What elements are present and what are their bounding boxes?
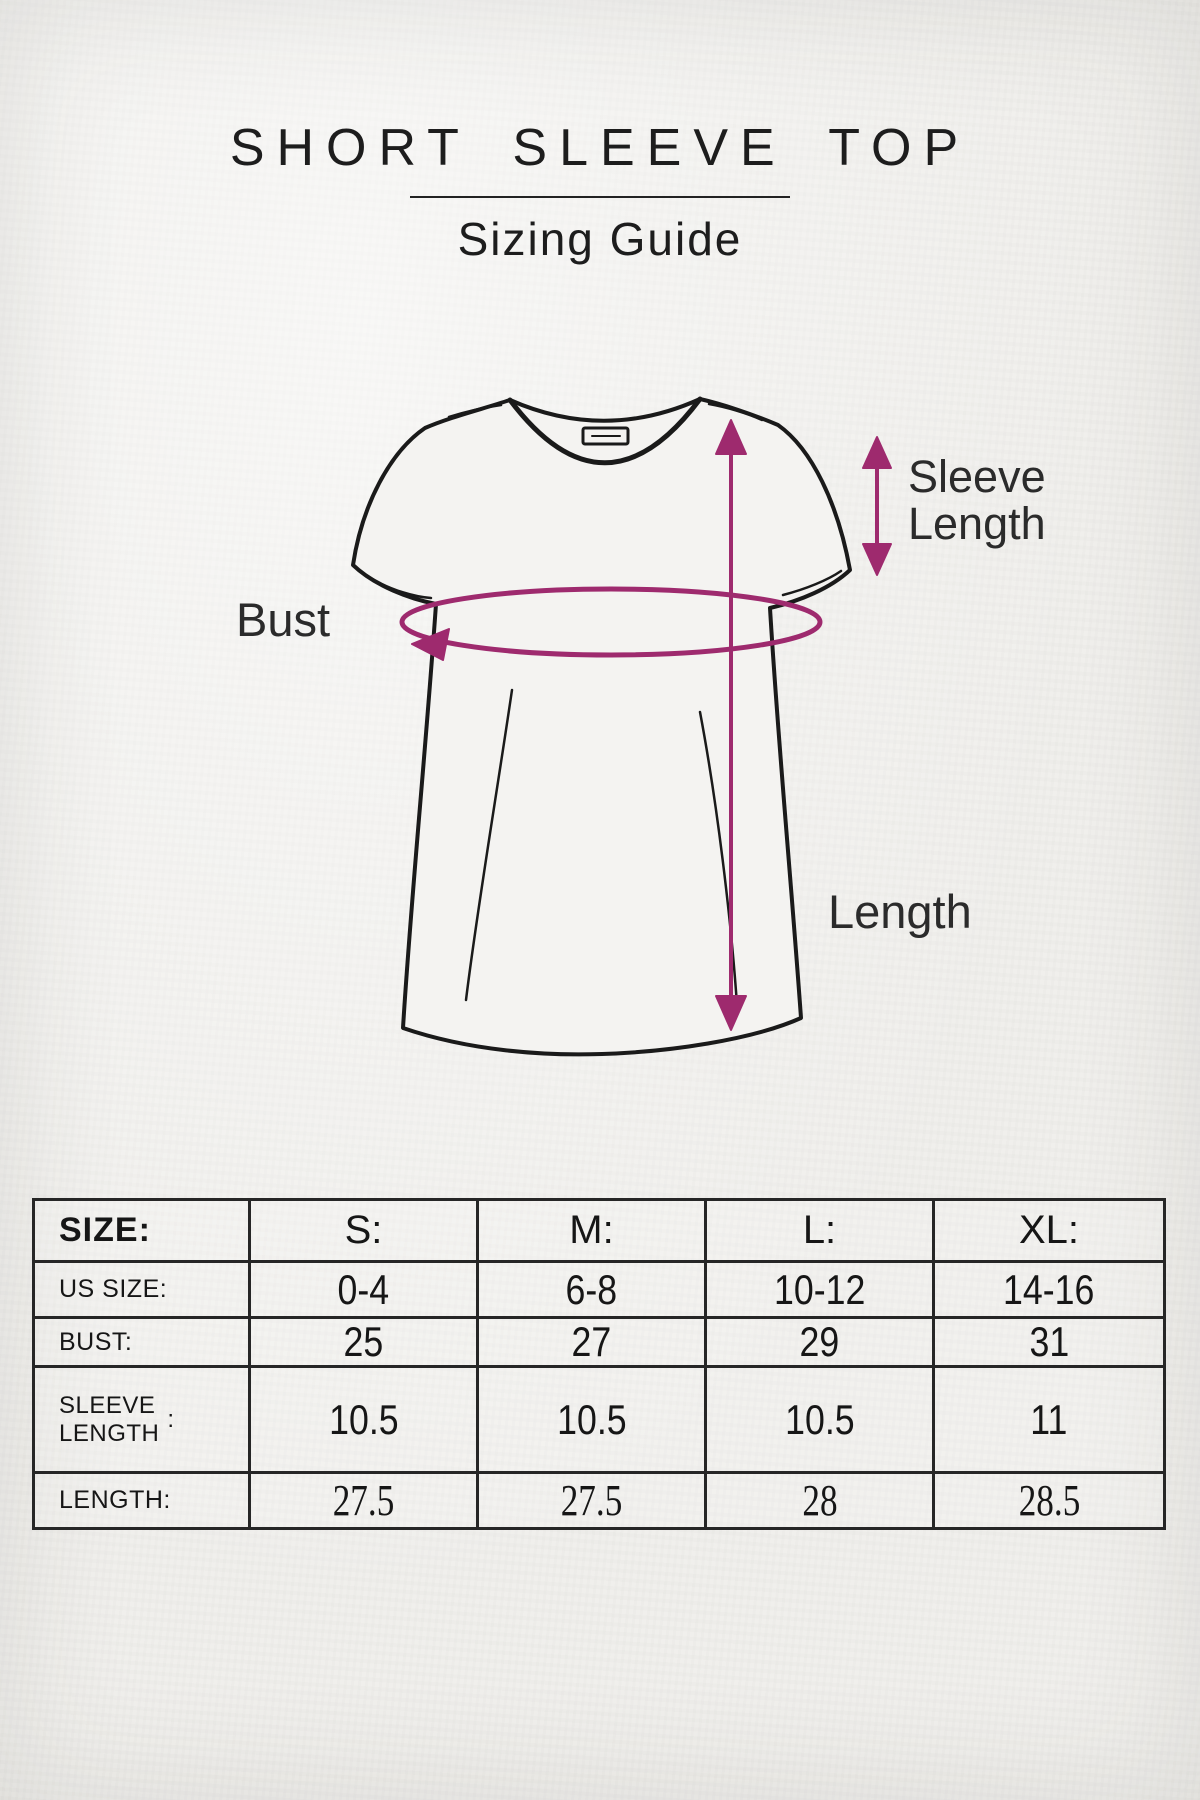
sleeve-length-label-line1: Sleeve — [908, 451, 1046, 502]
length-label: Length — [828, 885, 972, 938]
table-cell: 28 — [707, 1474, 935, 1527]
table-cell: 10.5 — [251, 1368, 479, 1474]
table-cell: 27.5 — [479, 1474, 707, 1527]
table-cell: 6-8 — [479, 1263, 707, 1319]
col-header-s: S: — [251, 1201, 479, 1263]
table-cell: 29 — [707, 1319, 935, 1368]
col-header-xl: XL: — [935, 1201, 1163, 1263]
table-cell: 10.5 — [479, 1368, 707, 1474]
table-cell: 28.5 — [1018, 1476, 1080, 1525]
table-cell: 0-4 — [251, 1263, 479, 1319]
table-cell: 10.5 — [707, 1368, 935, 1474]
sleeve-length-label — [908, 451, 1046, 549]
row-label-bust: BUST: — [35, 1319, 251, 1368]
table-cell: 14-16 — [935, 1263, 1163, 1319]
row-label-sleeve-length: SLEEVE LENGTH : — [35, 1368, 251, 1474]
table-cell: 27.5 — [251, 1474, 479, 1527]
page-title: SHORT SLEEVE TOP — [229, 119, 971, 177]
row-label-us-size: US SIZE: — [35, 1263, 251, 1319]
table-cell: 10-12 — [707, 1263, 935, 1319]
col-header-l: L: — [707, 1201, 935, 1263]
col-header-m: M: — [479, 1201, 707, 1263]
size-table-corner-cell — [35, 1201, 251, 1263]
table-cell: 11 — [935, 1368, 1163, 1474]
size-table — [32, 1198, 1166, 1530]
table-cell: 27 — [479, 1319, 707, 1368]
table-cell: 25 — [251, 1319, 479, 1368]
row-label-length: LENGTH: — [35, 1474, 251, 1527]
table-cell: 31 — [935, 1319, 1163, 1368]
size-table-corner-label: SIZE: — [59, 1211, 151, 1249]
sleeve-length-label-line2: Length — [908, 497, 1046, 549]
bust-label: Bust — [236, 593, 331, 646]
page-subtitle: Sizing Guide — [457, 213, 743, 265]
sleeve-length-arrow-icon — [863, 437, 891, 575]
shirt-outline — [353, 399, 850, 1054]
